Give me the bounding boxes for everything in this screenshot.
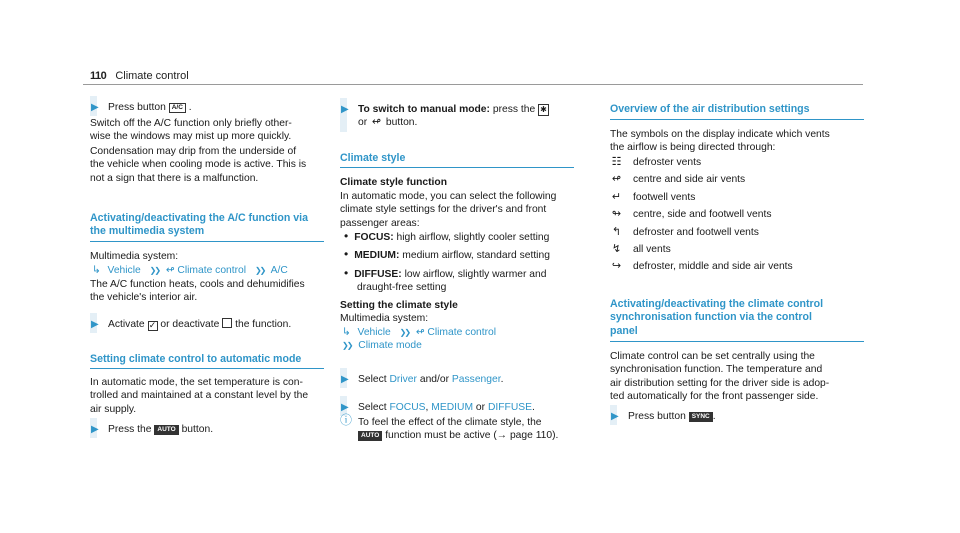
text-line: air supply. xyxy=(90,403,137,415)
step-arrow-icon: ▶ xyxy=(91,424,99,435)
section-heading-climate-style: Climate style xyxy=(340,152,406,164)
defroster-footwell-icon: ↰ xyxy=(611,225,622,238)
text-line: air distribution setting for the driver side is adop- xyxy=(610,377,830,389)
section-heading-sync xyxy=(610,298,823,338)
section-divider xyxy=(90,241,324,242)
nav-path-ac xyxy=(90,264,288,277)
ac-key-icon: A/C xyxy=(169,103,186,113)
step-arrow-icon: ▶ xyxy=(341,374,349,385)
vent-text: defroster, middle and side air vents xyxy=(633,261,793,273)
vent-item xyxy=(610,226,793,239)
climate-icon: ↫ xyxy=(165,265,175,276)
option-passenger: Passenger xyxy=(451,374,501,385)
paragraph-ac-mist xyxy=(90,117,292,144)
section-heading-air-distribution: Overview of the air distribution settings xyxy=(610,103,810,115)
nav-climate-control: Climate control xyxy=(177,265,247,276)
step-bold: To switch to manual mode: xyxy=(358,104,490,115)
section-heading-ac-multimedia xyxy=(90,212,308,239)
bullet-list xyxy=(340,230,550,295)
nav-path-climate-mode-2 xyxy=(340,339,422,352)
subheading-climate-style-function: Climate style function xyxy=(340,177,447,188)
nav-climate-mode: Climate mode xyxy=(358,340,422,351)
page-header xyxy=(90,70,189,83)
text-line: the airflow is being directed through: xyxy=(610,142,776,154)
bullet-text: medium airflow, standard setting xyxy=(402,250,550,262)
defroster-vents-icon: ☷ xyxy=(611,156,622,168)
step-manual-mode xyxy=(358,103,549,130)
heading-line: synchronisation function via the control xyxy=(610,311,812,324)
nav-vehicle: Vehicle xyxy=(357,327,391,338)
nav-path-climate-mode xyxy=(340,326,496,339)
text-line: In automatic mode, you can select the following xyxy=(340,191,557,202)
vent-item xyxy=(610,173,793,186)
option-diffuse: DIFFUSE xyxy=(487,402,533,413)
vent-item xyxy=(610,191,793,204)
option-focus: FOCUS xyxy=(389,402,426,413)
step-press-sync: Press button SYNC . xyxy=(628,411,716,422)
vent-item xyxy=(610,260,793,273)
text-line: ted automatically for the front passenger side. xyxy=(610,391,819,403)
bullet-text: draught-free setting xyxy=(357,282,447,294)
step-text: Press button xyxy=(628,411,686,422)
step-activate xyxy=(108,318,291,331)
all-vents-icon: ↯ xyxy=(611,243,622,256)
step-select-driver: Select Driver and/or Passenger. xyxy=(358,374,504,385)
climate-icon: ↫ xyxy=(415,327,425,338)
step-text: or xyxy=(475,402,486,413)
subheading-setting-climate-style: Setting the climate style xyxy=(340,300,458,311)
nav-vehicle: Vehicle xyxy=(107,265,141,276)
step-arrow-icon: ▶ xyxy=(91,319,99,330)
option-driver: Driver xyxy=(389,374,417,385)
step-select-style: Select FOCUS, MEDIUM or DIFFUSE. xyxy=(358,402,535,413)
nav-arrow-icon: ↳ xyxy=(92,265,101,276)
heading-line: Activating/deactivating the climate control xyxy=(610,298,824,310)
vent-item xyxy=(610,208,793,221)
bullet-label: MEDIUM: xyxy=(354,250,400,262)
step-text: the function. xyxy=(235,319,292,330)
note-text: To feel the effect of the climate style, the xyxy=(358,417,542,428)
nav-ac: A/C xyxy=(270,265,288,276)
step-text: and/or xyxy=(419,374,450,385)
chevron-icon: ❯❯ xyxy=(399,328,410,337)
bullet-label: FOCUS: xyxy=(354,232,394,243)
nav-climate-control: Climate control xyxy=(427,327,497,338)
heading-line: Activating/deactivating the A/C function via xyxy=(90,212,308,224)
note-climate-style xyxy=(358,416,558,443)
footwell-vents-icon: ↵ xyxy=(611,190,622,203)
list-item: • FOCUS: high airflow, slightly cooler setting xyxy=(344,229,550,243)
section-divider xyxy=(610,119,864,120)
text-line: the vehicle's interior air. xyxy=(90,292,198,304)
info-icon: ⓘ xyxy=(340,413,353,427)
vent-text: centre and side air vents xyxy=(633,174,746,186)
auto-key-icon: AUTO xyxy=(358,431,382,441)
vent-text: defroster and footwell vents xyxy=(633,226,759,238)
text-line: climate style settings for the driver's and front xyxy=(340,204,547,216)
section-heading-automatic: Setting climate control to automatic mode xyxy=(90,353,302,365)
chevron-icon: ❯❯ xyxy=(254,266,265,275)
list-item: • DIFFUSE: low airflow, slightly warmer and xyxy=(344,265,547,280)
step-text: Select xyxy=(358,374,387,385)
list-item: • MEDIUM: medium airflow, standard setting xyxy=(344,247,550,262)
text-line: not a sign that there is a malfunction. xyxy=(90,172,259,184)
bullet-label: DIFFUSE: xyxy=(354,268,402,280)
section-name: Climate control xyxy=(115,70,189,82)
paragraph-condensation xyxy=(90,145,306,185)
text-line: The symbols on the display indicate which vents xyxy=(610,129,830,140)
auto-key-icon: AUTO xyxy=(154,425,178,435)
step-text: Select xyxy=(358,402,387,413)
paragraph-ac-heats xyxy=(90,278,305,305)
text-line: The A/C function heats, cools and dehumidifies xyxy=(90,279,305,290)
centre-side-footwell-icon: ↬ xyxy=(611,208,622,221)
step-text: button. xyxy=(385,117,418,129)
step-text: Activate xyxy=(108,319,145,330)
step-arrow-icon: ▶ xyxy=(341,104,349,115)
centre-side-vents-icon: ↫ xyxy=(611,173,622,186)
paragraph-sync xyxy=(610,350,829,404)
vent-text: footwell vents xyxy=(633,191,696,203)
text-line: passenger areas: xyxy=(340,217,420,229)
vent-text: all vents xyxy=(633,244,671,256)
paragraph-symbols xyxy=(610,128,830,155)
page-number: 110 xyxy=(90,70,107,82)
vent-item xyxy=(610,243,793,256)
text-line: Condensation may drip from the underside of xyxy=(90,146,297,157)
step-text: press the xyxy=(492,104,536,115)
section-divider xyxy=(610,341,864,342)
step-text: button. xyxy=(181,424,214,435)
air-distribution-icon: ↫ xyxy=(371,116,382,129)
nav-arrow-icon: ↳ xyxy=(342,327,351,338)
text-line: Climate control can be set centrally using the xyxy=(610,351,815,362)
text-line: wise the windows may mist up more quickly. xyxy=(90,131,292,143)
step-text: Press button xyxy=(108,102,166,113)
bullet-text: high airflow, slightly cooler setting xyxy=(396,232,550,243)
multimedia-label: Multimedia system: xyxy=(340,313,429,324)
step-text: or deactivate xyxy=(160,319,220,330)
step-press-ac: Press button A/C . xyxy=(108,102,192,113)
paragraph-climate-style xyxy=(340,190,556,230)
text-line: the vehicle when cooling mode is active. This is xyxy=(90,159,307,171)
text-line: synchronisation function. The temperature and xyxy=(610,364,823,376)
defroster-middle-side-icon: ↪ xyxy=(611,260,622,273)
section-divider xyxy=(340,167,574,168)
section-divider xyxy=(90,368,324,369)
fan-icon: ✱ xyxy=(540,105,547,114)
chevron-icon: ❯❯ xyxy=(342,341,352,350)
multimedia-label: Multimedia system: xyxy=(90,251,179,262)
text-line: trolled and maintained at a constant level by the xyxy=(90,390,309,402)
heading-line: the multimedia system xyxy=(90,225,205,238)
checkbox-checked-icon: ✓ xyxy=(148,320,157,330)
text-line: Switch off the A/C function only briefly other- xyxy=(90,118,292,129)
checkbox-empty-icon xyxy=(222,318,232,328)
vent-text: defroster vents xyxy=(633,157,702,168)
bullet-text: low airflow, slightly warmer and xyxy=(404,268,547,280)
note-text: function must be active (→ page 110). xyxy=(385,430,559,442)
option-medium: MEDIUM xyxy=(431,402,474,413)
heading-line: panel xyxy=(610,324,638,337)
step-arrow-icon: ▶ xyxy=(341,402,349,413)
text-line: In automatic mode, the set temperature is con- xyxy=(90,377,303,388)
sync-key-icon: SYNC xyxy=(689,412,713,422)
vent-text: centre, side and footwell vents xyxy=(633,209,772,221)
vent-symbol-list xyxy=(610,156,793,274)
step-press-auto xyxy=(108,423,213,436)
step-text: Press the xyxy=(108,424,152,435)
step-text: or xyxy=(358,117,368,129)
header-divider xyxy=(83,84,863,85)
step-arrow-icon: ▶ xyxy=(611,411,619,422)
paragraph-automatic xyxy=(90,376,308,416)
vent-item xyxy=(610,156,793,169)
chevron-icon: ❯❯ xyxy=(149,266,160,275)
step-arrow-icon: ▶ xyxy=(91,102,99,113)
